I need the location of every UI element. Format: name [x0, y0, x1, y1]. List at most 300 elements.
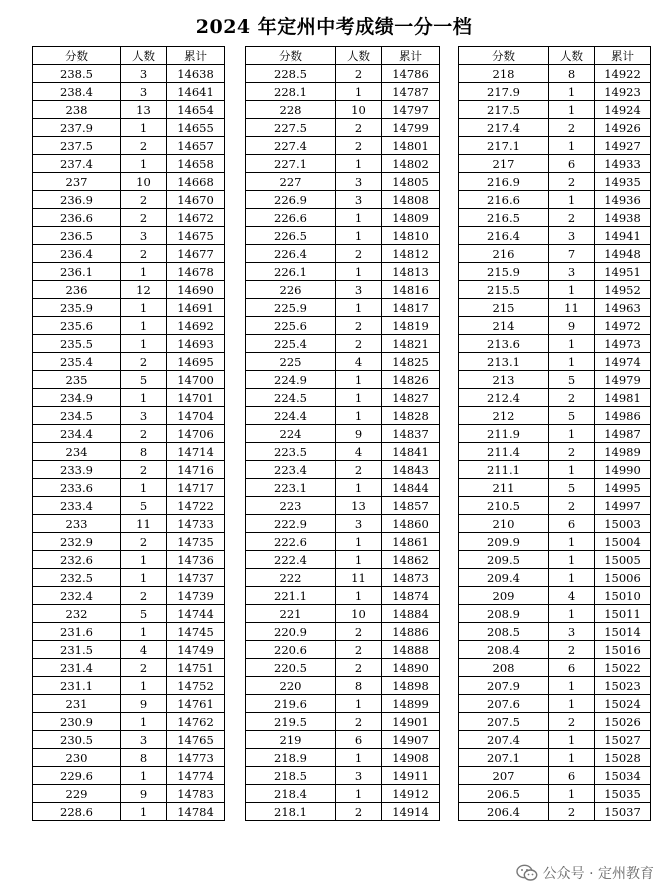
- score-cell: 226.1: [246, 263, 336, 281]
- cumulative-cell: 14936: [595, 191, 651, 209]
- cumulative-cell: 14784: [167, 803, 225, 821]
- score-cell: 225.4: [246, 335, 336, 353]
- score-cell: 226.9: [246, 191, 336, 209]
- score-cell: 230.9: [33, 713, 121, 731]
- count-cell: 1: [121, 767, 167, 785]
- table-row: [246, 605, 440, 623]
- count-cell: 1: [121, 335, 167, 353]
- cumulative-cell: 14843: [382, 461, 440, 479]
- cumulative-cell: 14990: [595, 461, 651, 479]
- table-row: [33, 515, 225, 533]
- table-row: [33, 245, 225, 263]
- count-cell: 2: [121, 137, 167, 155]
- cumulative-cell: 15037: [595, 803, 651, 821]
- score-cell: 209.9: [459, 533, 549, 551]
- table-row: [246, 713, 440, 731]
- count-cell: 7: [549, 245, 595, 263]
- score-cell: 211: [459, 479, 549, 497]
- table-row: [33, 425, 225, 443]
- count-cell: 3: [336, 173, 382, 191]
- header-score: 分数: [459, 47, 549, 65]
- score-cell: 215.9: [459, 263, 549, 281]
- score-cell: 210.5: [459, 497, 549, 515]
- cumulative-cell: 14827: [382, 389, 440, 407]
- count-cell: 3: [549, 227, 595, 245]
- cumulative-cell: 15027: [595, 731, 651, 749]
- header-count: 人数: [121, 47, 167, 65]
- score-cell: 213: [459, 371, 549, 389]
- count-cell: 1: [336, 155, 382, 173]
- header-count: 人数: [549, 47, 595, 65]
- score-cell: 227.5: [246, 119, 336, 137]
- table-row: [33, 479, 225, 497]
- table-row: [33, 65, 225, 83]
- count-cell: 10: [336, 605, 382, 623]
- score-cell: 223.1: [246, 479, 336, 497]
- score-cell: 220.9: [246, 623, 336, 641]
- cumulative-cell: 14739: [167, 587, 225, 605]
- cumulative-cell: 14765: [167, 731, 225, 749]
- table-row: [33, 263, 225, 281]
- score-cell: 217.9: [459, 83, 549, 101]
- cumulative-cell: 14837: [382, 425, 440, 443]
- score-cell: 234.4: [33, 425, 121, 443]
- table-row: [459, 65, 651, 83]
- table-row: [33, 569, 225, 587]
- cumulative-cell: 14948: [595, 245, 651, 263]
- cumulative-cell: 14693: [167, 335, 225, 353]
- score-cell: 238: [33, 101, 121, 119]
- cumulative-cell: 14749: [167, 641, 225, 659]
- count-cell: 13: [121, 101, 167, 119]
- count-cell: 1: [336, 389, 382, 407]
- score-table-2: [245, 46, 440, 821]
- table-row: [459, 425, 651, 443]
- cumulative-cell: 14672: [167, 209, 225, 227]
- cumulative-cell: 14828: [382, 407, 440, 425]
- score-cell: 235.4: [33, 353, 121, 371]
- cumulative-cell: 14972: [595, 317, 651, 335]
- count-cell: 5: [121, 605, 167, 623]
- cumulative-cell: 14816: [382, 281, 440, 299]
- count-cell: 4: [121, 641, 167, 659]
- table-row: [246, 731, 440, 749]
- cumulative-cell: 15006: [595, 569, 651, 587]
- count-cell: 5: [121, 371, 167, 389]
- table-row: [459, 551, 651, 569]
- cumulative-cell: 14826: [382, 371, 440, 389]
- table-row: [246, 191, 440, 209]
- table-row: [459, 299, 651, 317]
- table-row: [246, 677, 440, 695]
- score-cell: 217: [459, 155, 549, 173]
- cumulative-cell: 14668: [167, 173, 225, 191]
- table-row: [33, 155, 225, 173]
- count-cell: 9: [121, 785, 167, 803]
- count-cell: 1: [549, 749, 595, 767]
- score-cell: 225: [246, 353, 336, 371]
- table-row: [459, 371, 651, 389]
- count-cell: 1: [549, 533, 595, 551]
- cumulative-cell: 14690: [167, 281, 225, 299]
- table-row: [246, 641, 440, 659]
- table-row: [246, 659, 440, 677]
- cumulative-cell: 14641: [167, 83, 225, 101]
- score-cell: 218.4: [246, 785, 336, 803]
- cumulative-cell: 14857: [382, 497, 440, 515]
- table-row: [459, 461, 651, 479]
- cumulative-cell: 14888: [382, 641, 440, 659]
- table-row: [459, 83, 651, 101]
- table-row: [246, 299, 440, 317]
- count-cell: 1: [121, 551, 167, 569]
- cumulative-cell: 14899: [382, 695, 440, 713]
- count-cell: 2: [336, 137, 382, 155]
- count-cell: 2: [336, 65, 382, 83]
- score-cell: 220.5: [246, 659, 336, 677]
- score-cell: 219.6: [246, 695, 336, 713]
- cumulative-cell: 15016: [595, 641, 651, 659]
- score-table-3: [458, 46, 651, 821]
- cumulative-cell: 15022: [595, 659, 651, 677]
- cumulative-cell: 14841: [382, 443, 440, 461]
- count-cell: 2: [549, 641, 595, 659]
- score-table-1: [32, 46, 225, 821]
- score-cell: 222: [246, 569, 336, 587]
- score-cell: 206.5: [459, 785, 549, 803]
- cumulative-cell: 14986: [595, 407, 651, 425]
- table-row: [33, 767, 225, 785]
- cumulative-cell: 14716: [167, 461, 225, 479]
- cumulative-cell: 14995: [595, 479, 651, 497]
- count-cell: 1: [549, 425, 595, 443]
- cumulative-cell: 14701: [167, 389, 225, 407]
- cumulative-cell: 14801: [382, 137, 440, 155]
- score-cell: 228: [246, 101, 336, 119]
- score-cell: 217.5: [459, 101, 549, 119]
- cumulative-cell: 14809: [382, 209, 440, 227]
- cumulative-cell: 14808: [382, 191, 440, 209]
- count-cell: 1: [549, 677, 595, 695]
- count-cell: 1: [336, 551, 382, 569]
- table-row: [33, 587, 225, 605]
- count-cell: 1: [336, 695, 382, 713]
- score-cell: 207.1: [459, 749, 549, 767]
- table-header-row: [33, 47, 225, 65]
- score-cell: 237: [33, 173, 121, 191]
- header-score: 分数: [246, 47, 336, 65]
- watermark: [516, 863, 654, 883]
- score-cell: 226.6: [246, 209, 336, 227]
- table-row: [246, 749, 440, 767]
- cumulative-cell: 14873: [382, 569, 440, 587]
- cumulative-cell: 14923: [595, 83, 651, 101]
- count-cell: 3: [336, 191, 382, 209]
- cumulative-cell: 15014: [595, 623, 651, 641]
- cumulative-cell: 14675: [167, 227, 225, 245]
- count-cell: 1: [121, 317, 167, 335]
- table-row: [246, 623, 440, 641]
- score-cell: 227: [246, 173, 336, 191]
- cumulative-cell: 14952: [595, 281, 651, 299]
- count-cell: 1: [121, 263, 167, 281]
- score-cell: 236.1: [33, 263, 121, 281]
- table-row: [33, 443, 225, 461]
- score-cell: 206.4: [459, 803, 549, 821]
- count-cell: 1: [336, 371, 382, 389]
- score-cell: 228.5: [246, 65, 336, 83]
- count-cell: 2: [121, 533, 167, 551]
- table-row: [33, 317, 225, 335]
- table-row: [33, 785, 225, 803]
- cumulative-cell: 14908: [382, 749, 440, 767]
- count-cell: 2: [336, 803, 382, 821]
- score-cell: 223.4: [246, 461, 336, 479]
- score-cell: 209.4: [459, 569, 549, 587]
- table-row: [459, 677, 651, 695]
- score-cell: 227.4: [246, 137, 336, 155]
- score-cell: 218: [459, 65, 549, 83]
- cumulative-cell: 14860: [382, 515, 440, 533]
- cumulative-cell: 14787: [382, 83, 440, 101]
- score-cell: 221: [246, 605, 336, 623]
- score-cell: 232.9: [33, 533, 121, 551]
- count-cell: 10: [121, 173, 167, 191]
- score-cell: 226: [246, 281, 336, 299]
- cumulative-cell: 14979: [595, 371, 651, 389]
- table-row: [33, 461, 225, 479]
- cumulative-cell: 15035: [595, 785, 651, 803]
- score-cell: 224.4: [246, 407, 336, 425]
- cumulative-cell: 14987: [595, 425, 651, 443]
- count-cell: 2: [336, 119, 382, 137]
- cumulative-cell: 14704: [167, 407, 225, 425]
- table-row: [246, 227, 440, 245]
- count-cell: 2: [121, 659, 167, 677]
- score-cell: 231.4: [33, 659, 121, 677]
- count-cell: 8: [121, 749, 167, 767]
- score-cell: 223.5: [246, 443, 336, 461]
- cumulative-cell: 15005: [595, 551, 651, 569]
- count-cell: 2: [549, 173, 595, 191]
- count-cell: 1: [336, 299, 382, 317]
- score-cell: 230.5: [33, 731, 121, 749]
- count-cell: 1: [549, 191, 595, 209]
- count-cell: 2: [336, 335, 382, 353]
- score-cell: 238.5: [33, 65, 121, 83]
- cumulative-cell: 14862: [382, 551, 440, 569]
- cumulative-cell: 14812: [382, 245, 440, 263]
- header-cumulative: 累计: [595, 47, 651, 65]
- header-count: 人数: [336, 47, 382, 65]
- table-row: [246, 389, 440, 407]
- cumulative-cell: 14973: [595, 335, 651, 353]
- header-cumulative: 累计: [382, 47, 440, 65]
- cumulative-cell: 14752: [167, 677, 225, 695]
- count-cell: 1: [336, 209, 382, 227]
- score-cell: 233.6: [33, 479, 121, 497]
- table-row: [246, 101, 440, 119]
- score-cell: 215: [459, 299, 549, 317]
- table-row: [33, 803, 225, 821]
- score-cell: 209: [459, 587, 549, 605]
- score-cell: 232.5: [33, 569, 121, 587]
- table-row: [459, 641, 651, 659]
- count-cell: 2: [549, 119, 595, 137]
- table-row: [459, 209, 651, 227]
- score-cell: 212.4: [459, 389, 549, 407]
- count-cell: 9: [336, 425, 382, 443]
- table-row: [459, 227, 651, 245]
- count-cell: 2: [121, 353, 167, 371]
- score-cell: 212: [459, 407, 549, 425]
- count-cell: 1: [336, 587, 382, 605]
- table-row: [246, 551, 440, 569]
- count-cell: 1: [121, 155, 167, 173]
- cumulative-cell: 15010: [595, 587, 651, 605]
- score-cell: 217.1: [459, 137, 549, 155]
- table-row: [33, 83, 225, 101]
- table-header-row: [459, 47, 651, 65]
- table-row: [33, 299, 225, 317]
- count-cell: 2: [121, 461, 167, 479]
- score-cell: 236: [33, 281, 121, 299]
- count-cell: 4: [549, 587, 595, 605]
- count-cell: 3: [549, 623, 595, 641]
- count-cell: 1: [336, 83, 382, 101]
- cumulative-cell: 15026: [595, 713, 651, 731]
- score-cell: 237.4: [33, 155, 121, 173]
- count-cell: 3: [121, 65, 167, 83]
- count-cell: 1: [549, 605, 595, 623]
- count-cell: 5: [549, 407, 595, 425]
- score-cell: 221.1: [246, 587, 336, 605]
- count-cell: 3: [121, 227, 167, 245]
- table-row: [459, 605, 651, 623]
- cumulative-cell: 15034: [595, 767, 651, 785]
- cumulative-cell: 14692: [167, 317, 225, 335]
- count-cell: 3: [121, 731, 167, 749]
- table-row: [246, 209, 440, 227]
- table-row: [33, 371, 225, 389]
- cumulative-cell: 14810: [382, 227, 440, 245]
- table-row: [459, 173, 651, 191]
- score-cell: 228.6: [33, 803, 121, 821]
- cumulative-cell: 14912: [382, 785, 440, 803]
- score-cell: 233.4: [33, 497, 121, 515]
- score-cell: 216.5: [459, 209, 549, 227]
- score-cell: 210: [459, 515, 549, 533]
- table-row: [33, 623, 225, 641]
- table-row: [246, 65, 440, 83]
- count-cell: 3: [121, 83, 167, 101]
- count-cell: 1: [549, 551, 595, 569]
- count-cell: 2: [549, 443, 595, 461]
- count-cell: 3: [336, 515, 382, 533]
- table-row: [246, 245, 440, 263]
- cumulative-cell: 15003: [595, 515, 651, 533]
- table-row: [459, 785, 651, 803]
- count-cell: 2: [336, 713, 382, 731]
- count-cell: 1: [336, 533, 382, 551]
- count-cell: 2: [336, 245, 382, 263]
- count-cell: 2: [121, 191, 167, 209]
- count-cell: 2: [121, 209, 167, 227]
- cumulative-cell: 15024: [595, 695, 651, 713]
- table-row: [246, 497, 440, 515]
- score-cell: 216.9: [459, 173, 549, 191]
- count-cell: 2: [549, 209, 595, 227]
- score-cell: 233: [33, 515, 121, 533]
- count-cell: 1: [121, 389, 167, 407]
- score-cell: 213.1: [459, 353, 549, 371]
- wechat-icon: [516, 864, 538, 882]
- table-row: [33, 335, 225, 353]
- score-cell: 217.4: [459, 119, 549, 137]
- score-cell: 228.1: [246, 83, 336, 101]
- count-cell: 2: [549, 497, 595, 515]
- cumulative-cell: 14926: [595, 119, 651, 137]
- count-cell: 1: [121, 623, 167, 641]
- count-cell: 5: [121, 497, 167, 515]
- cumulative-cell: 14924: [595, 101, 651, 119]
- table-row: [459, 353, 651, 371]
- table-row: [246, 443, 440, 461]
- count-cell: 11: [121, 515, 167, 533]
- count-cell: 6: [336, 731, 382, 749]
- score-cell: 236.4: [33, 245, 121, 263]
- cumulative-cell: 14911: [382, 767, 440, 785]
- cumulative-cell: 14938: [595, 209, 651, 227]
- table-row: [33, 749, 225, 767]
- table-row: [459, 569, 651, 587]
- score-cell: 220.6: [246, 641, 336, 659]
- score-cell: 235.5: [33, 335, 121, 353]
- score-cell: 209.5: [459, 551, 549, 569]
- cumulative-cell: 14844: [382, 479, 440, 497]
- cumulative-cell: 14817: [382, 299, 440, 317]
- cumulative-cell: 14783: [167, 785, 225, 803]
- count-cell: 1: [336, 749, 382, 767]
- cumulative-cell: 14786: [382, 65, 440, 83]
- table-row: [246, 173, 440, 191]
- score-cell: 218.1: [246, 803, 336, 821]
- watermark-text: 公众号 · 定州教育: [542, 866, 654, 882]
- table-row: [33, 389, 225, 407]
- cumulative-cell: 14714: [167, 443, 225, 461]
- table-row: [459, 515, 651, 533]
- count-cell: 6: [549, 659, 595, 677]
- score-cell: 218.5: [246, 767, 336, 785]
- table-row: [459, 479, 651, 497]
- score-cell: 207: [459, 767, 549, 785]
- cumulative-cell: 14677: [167, 245, 225, 263]
- score-cell: 236.5: [33, 227, 121, 245]
- cumulative-cell: 14825: [382, 353, 440, 371]
- table-row: [246, 407, 440, 425]
- header-score: 分数: [33, 47, 121, 65]
- table-row: [33, 551, 225, 569]
- count-cell: 1: [549, 281, 595, 299]
- count-cell: 1: [336, 227, 382, 245]
- table-row: [33, 101, 225, 119]
- count-cell: 1: [336, 785, 382, 803]
- table-row: [246, 461, 440, 479]
- table-row: [459, 443, 651, 461]
- count-cell: 4: [336, 443, 382, 461]
- count-cell: 1: [336, 479, 382, 497]
- score-tables: [0, 46, 668, 862]
